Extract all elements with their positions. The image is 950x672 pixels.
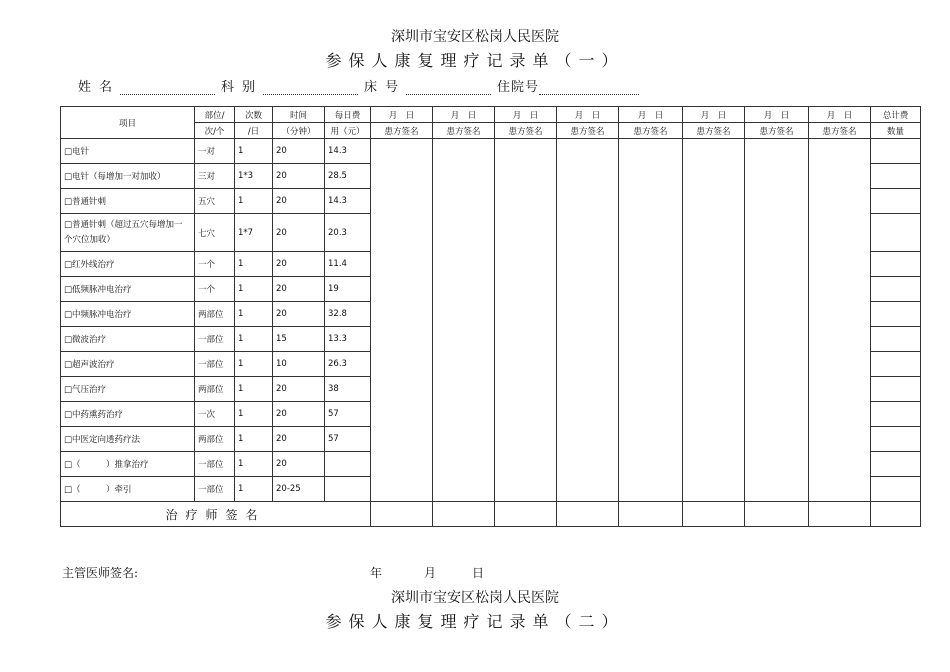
item-part: 一个	[195, 277, 235, 302]
item-total-qty[interactable]	[871, 452, 921, 477]
col-header-date: 月 日	[433, 107, 495, 123]
date-month-label: 月	[424, 566, 437, 580]
col-header-times: 次数	[235, 107, 273, 123]
item-fee: 20.3	[325, 214, 371, 252]
item-duration: 20	[273, 427, 325, 452]
item-fee: 11.4	[325, 252, 371, 277]
item-name[interactable]: □气压治疗	[61, 377, 195, 402]
item-fee: 38	[325, 377, 371, 402]
col-header-date: 月 日	[619, 107, 683, 123]
item-fee: 32.8	[325, 302, 371, 327]
item-part: 两部位	[195, 377, 235, 402]
therapist-signature-cell[interactable]	[557, 502, 619, 527]
hospital-name-2: 深圳市宝安区松岗人民医院	[391, 590, 559, 606]
item-total-qty[interactable]	[871, 214, 921, 252]
col-header-times-unit: /日	[235, 123, 273, 139]
item-times: 1	[235, 302, 273, 327]
date-day-label: 日	[472, 566, 485, 580]
patient-signature-cell[interactable]	[683, 139, 745, 502]
item-part: 七穴	[195, 214, 235, 252]
item-name[interactable]: □（ ）推拿治疗	[61, 452, 195, 477]
col-header-date: 月 日	[495, 107, 557, 123]
form-title-2: 参保人康复理疗记录单（二）	[325, 612, 625, 631]
item-duration: 20	[273, 277, 325, 302]
item-total-qty[interactable]	[871, 189, 921, 214]
item-duration: 20	[273, 452, 325, 477]
item-duration: 20-25	[273, 477, 325, 502]
item-duration: 20	[273, 189, 325, 214]
item-duration: 20	[273, 139, 325, 164]
bed-label: 床号	[364, 80, 407, 95]
item-fee	[325, 452, 371, 477]
item-fee: 57	[325, 402, 371, 427]
col-header-patient-sig: 患方签名	[433, 123, 495, 139]
table-row	[61, 139, 921, 164]
therapist-signature-cell[interactable]	[745, 502, 809, 527]
col-header-part-unit: 次/个	[195, 123, 235, 139]
col-header-patient-sig: 患方签名	[371, 123, 433, 139]
item-duration: 20	[273, 252, 325, 277]
item-fee: 28.5	[325, 164, 371, 189]
patient-signature-cell[interactable]	[371, 139, 433, 502]
item-part: 一部位	[195, 452, 235, 477]
item-fee: 14.3	[325, 139, 371, 164]
col-header-total: 总计费	[871, 107, 921, 123]
patient-signature-cell[interactable]	[495, 139, 557, 502]
item-name[interactable]: □电针（每增加一对加收）	[61, 164, 195, 189]
item-fee: 26.3	[325, 352, 371, 377]
item-total-qty[interactable]	[871, 164, 921, 189]
item-part: 一部位	[195, 352, 235, 377]
date-year-label: 年	[370, 566, 383, 580]
item-part: 一个	[195, 252, 235, 277]
item-part: 一部位	[195, 477, 235, 502]
item-fee	[325, 477, 371, 502]
therapist-signature-row	[61, 502, 921, 527]
item-fee: 57	[325, 427, 371, 452]
col-header-fee-unit: 用（元）	[325, 123, 371, 139]
item-name[interactable]: □超声波治疗	[61, 352, 195, 377]
therapist-signature-label: 治疗师签名	[61, 502, 371, 527]
item-times: 1	[235, 139, 273, 164]
col-header-date: 月 日	[371, 107, 433, 123]
item-times: 1	[235, 452, 273, 477]
item-total-qty[interactable]	[871, 327, 921, 352]
item-duration: 20	[273, 214, 325, 252]
item-part: 一次	[195, 402, 235, 427]
item-duration: 20	[273, 402, 325, 427]
item-total-qty[interactable]	[871, 477, 921, 502]
item-fee: 14.3	[325, 189, 371, 214]
col-header-patient-sig: 患方签名	[619, 123, 683, 139]
item-times: 1	[235, 377, 273, 402]
col-header-fee: 每日费	[325, 107, 371, 123]
col-header-item: 项目	[61, 107, 195, 139]
col-header-date: 月 日	[557, 107, 619, 123]
therapist-signature-cell[interactable]	[495, 502, 557, 527]
item-total-qty[interactable]	[871, 277, 921, 302]
item-fee: 13.3	[325, 327, 371, 352]
item-name[interactable]: □微波治疗	[61, 327, 195, 352]
item-times: 1	[235, 252, 273, 277]
item-total-qty[interactable]	[871, 427, 921, 452]
col-header-date: 月 日	[745, 107, 809, 123]
item-duration: 20	[273, 377, 325, 402]
item-total-qty[interactable]	[871, 302, 921, 327]
item-part: 两部位	[195, 302, 235, 327]
header-row-1	[61, 107, 921, 123]
col-header-part: 部位/	[195, 107, 235, 123]
item-name[interactable]: □红外线治疗	[61, 252, 195, 277]
dept-field[interactable]	[263, 82, 358, 95]
therapist-signature-cell[interactable]	[809, 502, 871, 527]
item-part: 五穴	[195, 189, 235, 214]
item-total-qty[interactable]	[871, 402, 921, 427]
admission-field[interactable]	[539, 82, 639, 95]
item-name[interactable]: □中药熏药治疗	[61, 402, 195, 427]
patient-signature-cell[interactable]	[809, 139, 871, 502]
patient-signature-cell[interactable]	[557, 139, 619, 502]
name-field[interactable]	[120, 82, 215, 95]
item-name[interactable]: □中医定向透药疗法	[61, 427, 195, 452]
col-header-patient-sig: 患方签名	[495, 123, 557, 139]
col-header-date: 月 日	[683, 107, 745, 123]
item-fee: 19	[325, 277, 371, 302]
item-duration: 20	[273, 164, 325, 189]
item-times: 1	[235, 352, 273, 377]
col-header-duration-unit: （分钟）	[273, 123, 325, 139]
admission-label: 住院号	[497, 80, 540, 95]
item-total-qty[interactable]	[871, 252, 921, 277]
col-header-duration: 时间	[273, 107, 325, 123]
item-duration: 20	[273, 302, 325, 327]
patient-signature-cell[interactable]	[745, 139, 809, 502]
item-name[interactable]: □普通针刺	[61, 189, 195, 214]
item-name[interactable]: □电针	[61, 139, 195, 164]
hospital-name: 深圳市宝安区松岗人民医院	[391, 29, 559, 45]
item-times: 1*3	[235, 164, 273, 189]
item-total-qty[interactable]	[871, 352, 921, 377]
item-part: 一部位	[195, 327, 235, 352]
item-part: 三对	[195, 164, 235, 189]
col-header-date: 月 日	[809, 107, 871, 123]
col-header-total-qty: 数量	[871, 123, 921, 139]
item-total-qty[interactable]	[871, 139, 921, 164]
item-times: 1	[235, 402, 273, 427]
col-header-patient-sig: 患方签名	[745, 123, 809, 139]
item-times: 1	[235, 327, 273, 352]
item-times: 1	[235, 189, 273, 214]
doctor-signature-label: 主管医师签名:	[62, 566, 139, 580]
item-duration: 10	[273, 352, 325, 377]
therapist-signature-cell[interactable]	[619, 502, 683, 527]
name-label: 姓名	[78, 80, 121, 95]
bed-field[interactable]	[406, 82, 491, 95]
item-times: 1*7	[235, 214, 273, 252]
item-name[interactable]: □低频脉冲电治疗	[61, 277, 195, 302]
therapist-signature-cell[interactable]	[683, 502, 745, 527]
item-times: 1	[235, 427, 273, 452]
item-part: 一对	[195, 139, 235, 164]
form-title-1: 参保人康复理疗记录单（一）	[325, 51, 625, 70]
item-name[interactable]: □中频脉冲电治疗	[61, 302, 195, 327]
patient-info-fields	[78, 76, 645, 95]
therapist-signature-cell[interactable]	[371, 502, 433, 527]
col-header-patient-sig: 患方签名	[557, 123, 619, 139]
item-times: 1	[235, 277, 273, 302]
item-part: 两部位	[195, 427, 235, 452]
treatment-record-table	[60, 106, 921, 527]
therapist-signature-cell[interactable]	[871, 502, 921, 527]
item-duration: 15	[273, 327, 325, 352]
patient-signature-cell[interactable]	[619, 139, 683, 502]
item-name[interactable]: □（ ）牵引	[61, 477, 195, 502]
item-times: 1	[235, 477, 273, 502]
col-header-patient-sig: 患方签名	[683, 123, 745, 139]
col-header-patient-sig: 患方签名	[809, 123, 871, 139]
item-name[interactable]: □普通针刺（超过五穴每增加一个穴位加收）	[61, 214, 195, 252]
patient-signature-cell[interactable]	[433, 139, 495, 502]
therapist-signature-cell[interactable]	[433, 502, 495, 527]
item-total-qty[interactable]	[871, 377, 921, 402]
dept-label: 科别	[221, 80, 264, 95]
